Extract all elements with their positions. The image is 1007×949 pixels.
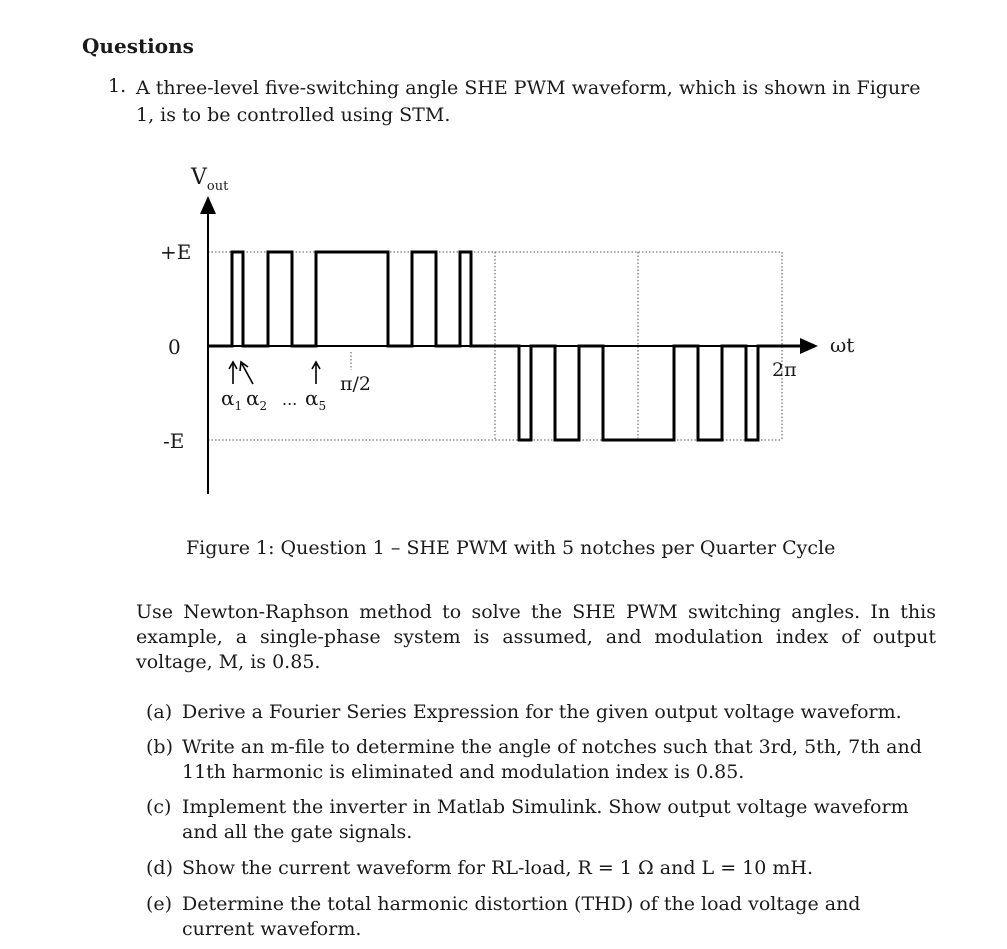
intro-paragraph: Use Newton-Raphson method to solve the SHE PWM switching angles. In this example, a single-phase system is assumed, and modulation index of output voltage, M, is 0.85.: [136, 601, 936, 673]
section-heading: Questions: [82, 34, 194, 58]
part-b-label: (b): [146, 736, 173, 758]
part-e-label: (e): [146, 893, 173, 915]
alpha1-label: $\alpha_1$: [221, 386, 243, 413]
pi-half-label: π/2: [340, 373, 371, 395]
part-d-label: (d): [146, 857, 173, 879]
alpha2-label: $\alpha_2$: [246, 386, 268, 413]
angle-arrows: [229, 362, 320, 384]
part-c-label: (c): [146, 796, 172, 818]
level-minus-label: -E: [163, 429, 185, 453]
level-plus-label: +E: [160, 240, 192, 264]
figure-caption: Figure 1: Question 1 – SHE PWM with 5 notches per Quarter Cycle: [186, 537, 836, 559]
ellipsis-label: ...: [282, 390, 298, 409]
two-pi-label: 2π: [772, 359, 797, 381]
part-d-text: Show the current waveform for RL-load, R = 1 Ω and L = 10 mH.: [182, 857, 813, 879]
part-b-text: Write an m-file to determine the angle of notches such that 3rd, 5th, 7th and 11th harmonic is eliminated and modulation index is 0.85.: [182, 736, 922, 783]
alpha5-label: $\alpha_5$: [305, 386, 327, 413]
part-c-text: Implement the inverter in Matlab Simulink. Show output voltage waveform and all the gate signals.: [182, 796, 909, 843]
level-zero-label: 0: [168, 335, 181, 359]
part-a-text: Derive a Fourier Series Expression for the given output voltage waveform.: [182, 701, 902, 723]
she-pwm-figure: [150, 155, 870, 515]
part-e-text: Determine the total harmonic distortion (THD) of the load voltage and current waveform.: [182, 893, 861, 940]
y-axis-label: $V_{out}$: [191, 165, 229, 194]
part-a-label: (a): [146, 701, 173, 723]
y-axis-arrow: [200, 196, 216, 214]
question-text: A three-level five-switching angle SHE PWM waveform, which is shown in Figure 1, is to be controlled using STM.: [136, 77, 921, 126]
x-axis-label: ωt: [830, 333, 855, 357]
x-axis-arrow: [800, 338, 818, 354]
question-number: 1.: [108, 75, 127, 97]
